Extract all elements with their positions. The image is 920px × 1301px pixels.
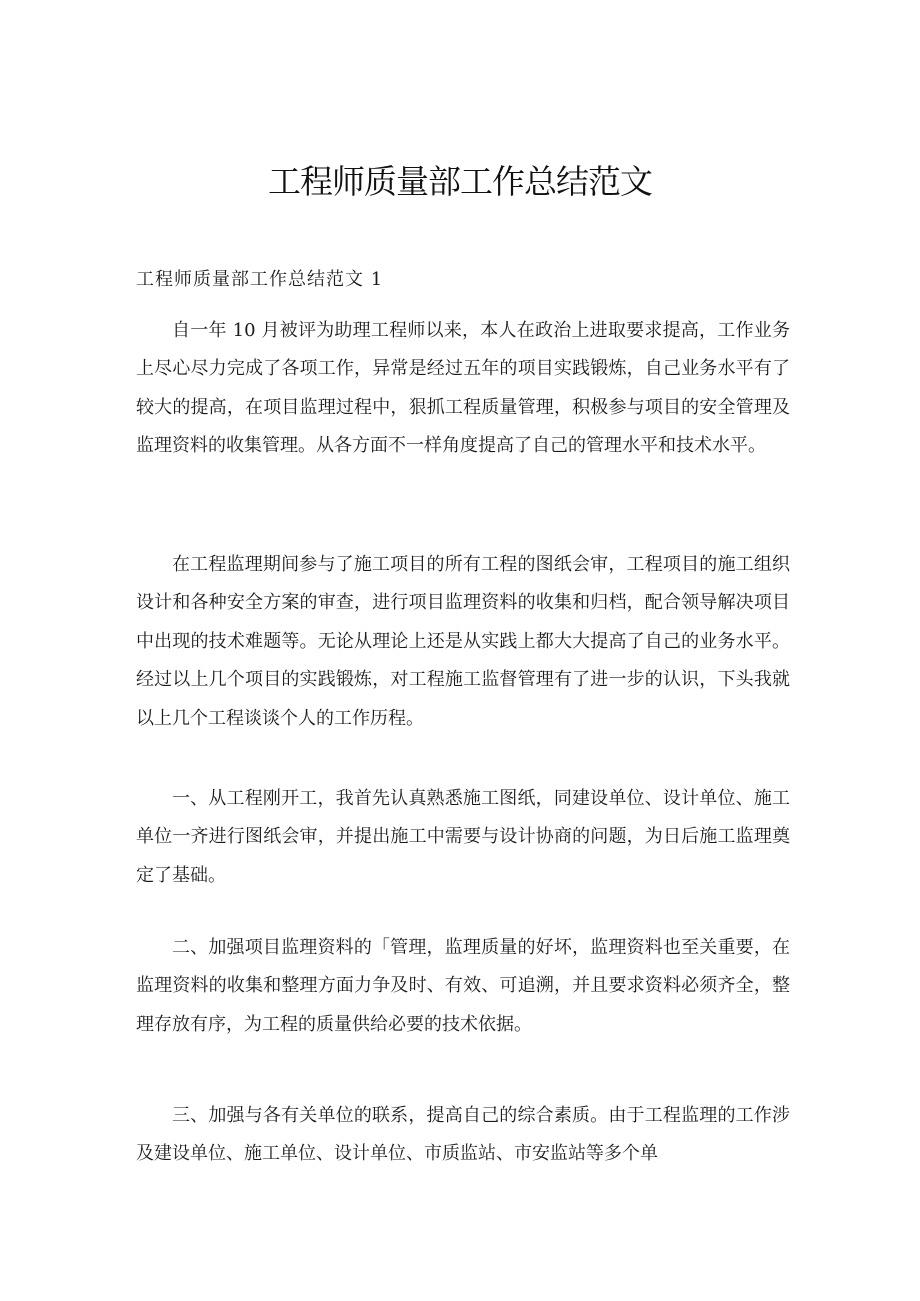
paragraph: 在工程监理期间参与了施工项目的所有工程的图纸会审，工程项目的施工组织设计和各种安全方案的审查，进行项目监理资料的收集和归档，配合领导解决项目中出现的技术难题等。无论从理论上还是从实践上都大大提高了自己的业务水平。经过以上几个项目的实践锻炼，对工程施工监督管理有了进一步的认识，下头我就以上几个工程谈谈个人的工作历程。 (136, 554, 790, 729)
paragraph: 三、加强与各有关单位的联系，提高自己的综合素质。由于工程监理的工作涉及建设单位、施工单位、设计单位、市质监站、市安监站等多个单 (136, 1105, 790, 1165)
paragraph: 二、加强项目监理资料的「管理，监理质量的好坏，监理资料也至关重要，在监理资料的收集和整理方面力争及时、有效、可追溯，并且要求资料必须齐全，整理存放有序，为工程的质量供给必要的技术依据。 (136, 937, 790, 1035)
paragraph: 自一年 10 月被评为助理工程师以来，本人在政治上进取要求提高，工作业务上尽心尽力完成了各项工作，异常是经过五年的项目实践锻炼，自己业务水平有了较大的提高，在项目监理过程中，狠抓工程质量管理，积极参与项目的安全管理及监理资料的收集管理。从各方面不一样角度提高了自己的管理水平和技术水平。 (136, 320, 790, 457)
document-title: 工程师质量部工作总结范文 (268, 162, 652, 201)
paragraph: 一、从工程刚开工，我首先认真熟悉施工图纸，同建设单位、设计单位、施工单位一齐进行图纸会审，并提出施工中需要与设计协商的问题，为日后施工监理奠定了基础。 (136, 788, 790, 886)
section-heading: 工程师质量部工作总结范文 1 (136, 269, 384, 290)
